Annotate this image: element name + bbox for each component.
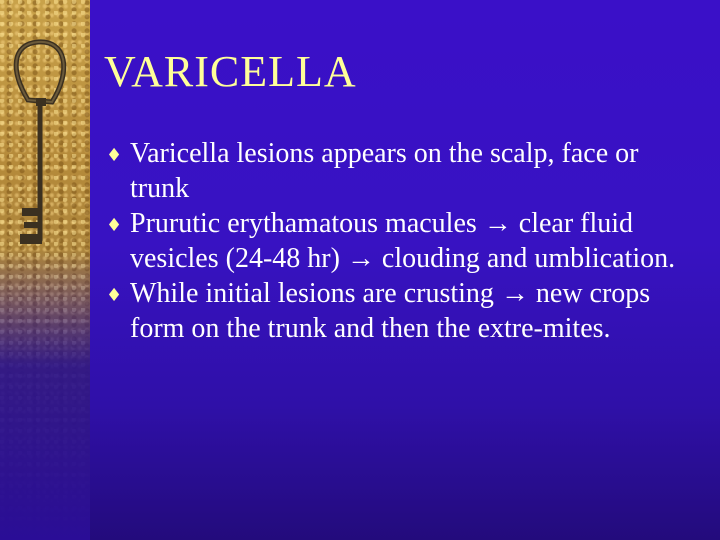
diamond-bullet-icon: ♦ [106,215,123,236]
texture-fade [0,250,90,540]
slide-title: VARICELLA [104,47,357,96]
bullet-item [106,276,696,346]
key-icon [0,30,90,280]
bullet-text: Varicella lesions appears on the scalp, face or trunk [130,138,639,204]
bullet-list [106,136,696,346]
bullet-item [106,206,696,276]
diamond-bullet-icon: ♦ [106,285,123,306]
bullet-text: While initial lesions are crusting → new crops form on the trunk and then the extre-mites. [130,278,651,344]
bullet-text: Prurutic erythamatous macules → clear fluid vesicles (24-48 hr) → clouding and umblication. [130,208,676,274]
diamond-bullet-icon: ♦ [106,145,123,166]
bullet-item [106,136,696,206]
